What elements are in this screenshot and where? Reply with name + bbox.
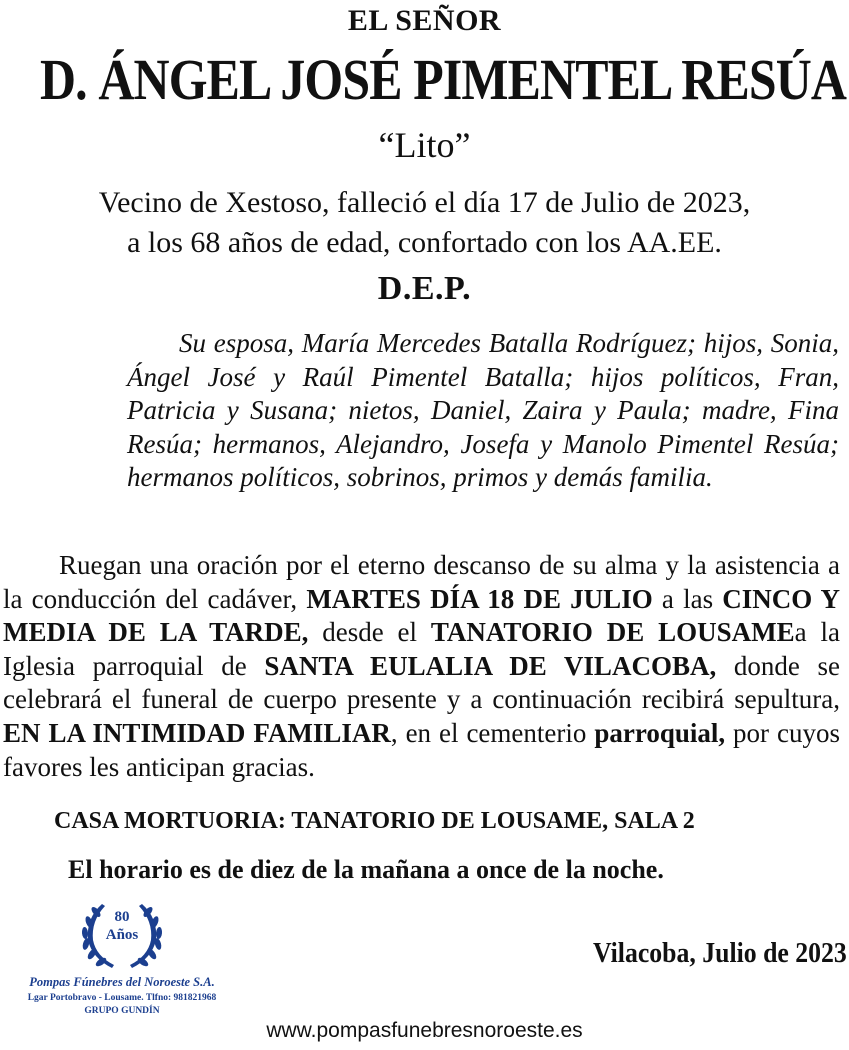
funeral-time: CINCO Y MEDIA DE LA TARDE,	[3, 583, 840, 648]
deceased-name: D. ÁNGEL JOSÉ PIMENTEL RESÚA	[40, 47, 847, 112]
request-text: a las	[652, 583, 723, 614]
visiting-schedule: El horario es de diez de la mañana a once de la noche.	[68, 855, 664, 884]
company-logo	[2, 896, 242, 1026]
logo-years-number: 80	[114, 909, 130, 925]
family-paragraph: Su esposa, María Mercedes Batalla Rodríguez; hijos, Sonia, Ángel José y Raúl Pimentel Batalla; hijos políticos, Fran, Patricia y Susana; nietos, Daniel, Zaira y Paula; madre, Fina Resúa; hermanos, Alejandro, Josefa y Manolo Pimentel Resúa; hermanos políticos, sobrinos, primos y demás familia.	[127, 328, 839, 493]
logo-years-word: Años	[105, 927, 139, 943]
request-text: desde el	[308, 617, 431, 648]
cemetery-name: parroquial,	[594, 717, 726, 748]
funeral-church: SANTA EULALIA DE VILACOBA,	[264, 650, 717, 681]
rip-text: D.E.P.	[377, 270, 472, 307]
logo-anniversary	[2, 908, 242, 944]
request-text: donde se celebrará el funeral de cuerpo presente y a continuación recibirá sepultura,	[3, 650, 840, 715]
request-text: Ruegan una oración por el eterno descanso de su alma y la asistencia a la conducción del cadáver,	[3, 550, 840, 614]
place-and-date: Vilacoba, Julio de 2023	[593, 938, 847, 969]
death-notice-line-2: a los 68 años de edad, confortado con los AA.EE.	[127, 226, 722, 259]
header-title: EL SEÑOR	[347, 4, 502, 37]
burial-privacy: EN LA INTIMIDAD FAMILIAR	[3, 717, 391, 748]
deceased-nickname: “Lito”	[378, 125, 471, 165]
funeral-date: MARTES DÍA 18 DE JULIO	[306, 583, 653, 614]
death-notice-line-1: Vecino de Xestoso, falleció el día 17 de Julio de 2023,	[98, 186, 751, 219]
funeral-origin: TANATORIO DE LOUSAME	[430, 617, 795, 648]
request-text: , en el cementerio	[390, 717, 595, 748]
request-text: a la Iglesia parroquial de	[3, 617, 840, 681]
funeral-request-paragraph	[3, 549, 840, 784]
logo-group: GRUPO GUNDÍN	[84, 1006, 160, 1016]
logo-address: Lgar Portobravo - Lousame. Tlfno: 981821968	[27, 993, 217, 1003]
logo-company-name: Pompas Fúnebres del Noroeste S.A.	[29, 975, 215, 989]
website-url: www.pompasfunebresnoroeste.es	[266, 1019, 583, 1042]
request-text: por cuyos favores les anticipan gracias.	[3, 717, 840, 782]
mortuary-info: CASA MORTUORIA: TANATORIO DE LOUSAME, SALA 2	[54, 808, 695, 834]
